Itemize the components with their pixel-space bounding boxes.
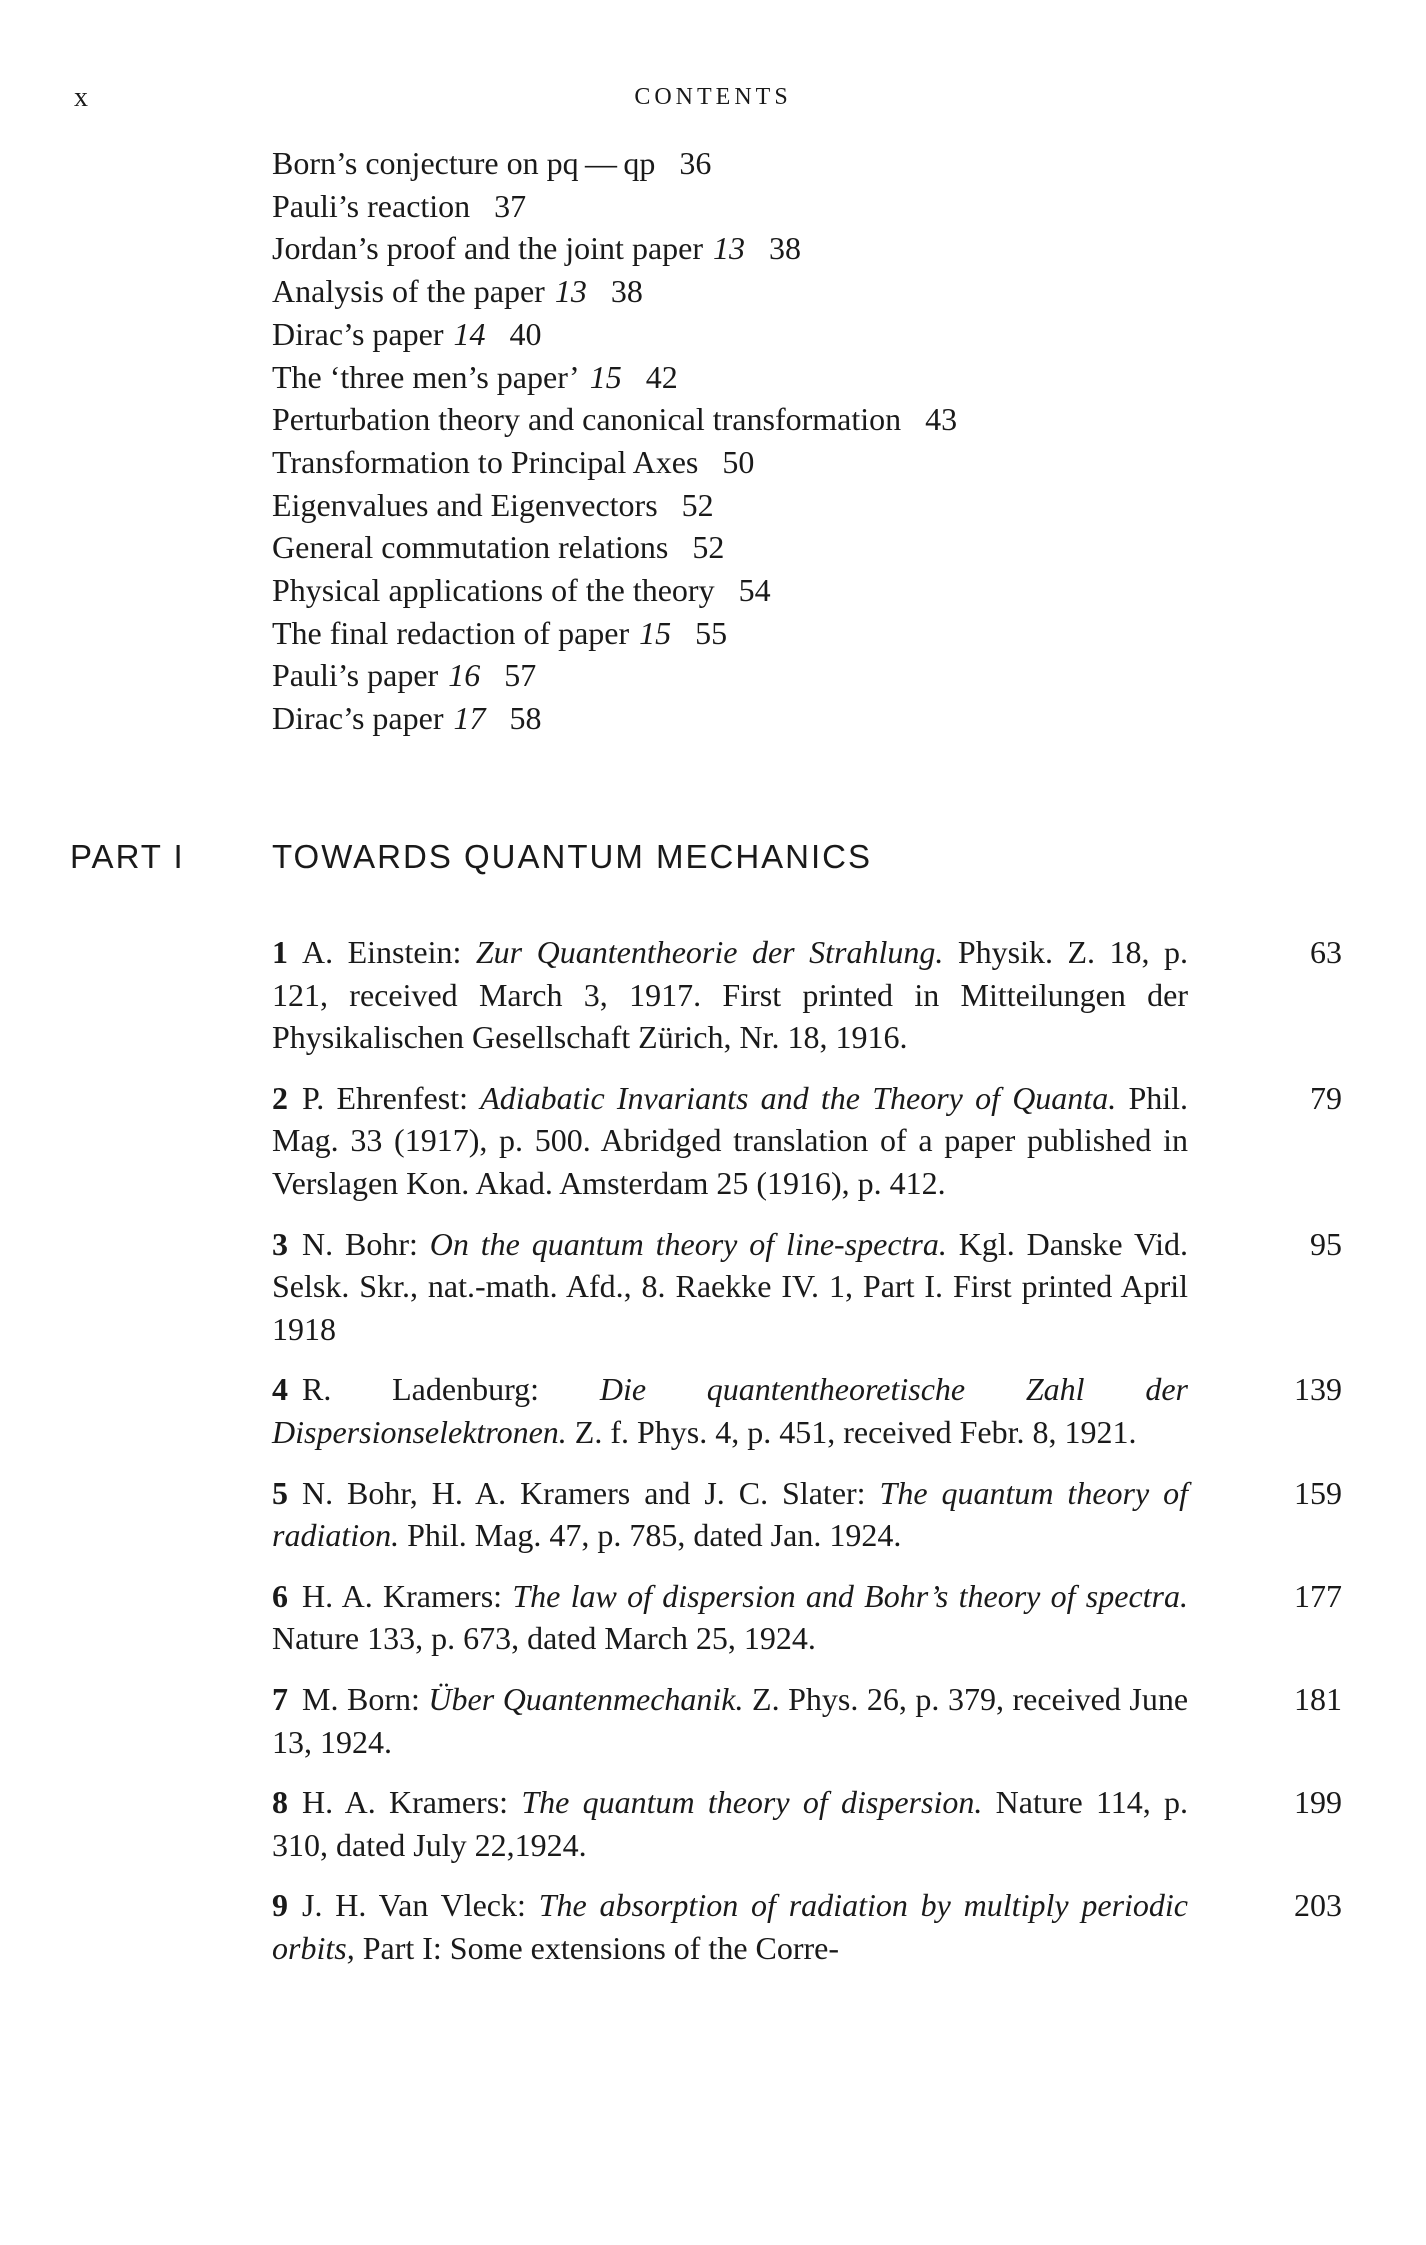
entry-title: The quantum theory of radiation. <box>272 1474 1189 1554</box>
paper-entry <box>272 1884 1342 1969</box>
entry-author: A. Einstein: <box>302 934 462 970</box>
toc-line <box>272 697 957 740</box>
running-title: CONTENTS <box>634 84 792 110</box>
entry-number: 9 <box>272 1887 288 1924</box>
paper-entry <box>272 1077 1342 1205</box>
toc-line <box>272 356 957 399</box>
toc-line-paper-ref: 14 <box>453 315 486 352</box>
entry-details: Z. f. Phys. 4, p. 451, received Febr. 8, 1921. <box>574 1413 1137 1450</box>
toc-line-page: 37 <box>494 187 527 224</box>
entry-text <box>272 1884 1188 1969</box>
entry-text <box>272 1223 1188 1351</box>
entry-title: The absorption of radiation by multiply periodic orbits, <box>272 1887 1189 1966</box>
toc-line-paper-ref: 13 <box>554 273 587 310</box>
toc-line <box>272 526 957 569</box>
entry-details: Nature 114, p. 310, dated July 22,1924. <box>272 1784 1189 1863</box>
entry-page: 95 <box>1310 1225 1342 1262</box>
toc-line <box>272 441 957 484</box>
entry-title: The law of dispersion and Bohr’s theory of spectra. <box>512 1577 1189 1614</box>
entry-author: M. Born: <box>302 1680 420 1717</box>
toc-line-text: Analysis of the paper <box>272 273 545 310</box>
entry-text <box>272 1781 1188 1866</box>
entry-author: H. A. Kramers: <box>302 1577 503 1614</box>
toc-line-text: Transformation to Principal Axes <box>272 443 699 480</box>
toc-line-paper-ref: 13 <box>713 230 745 267</box>
toc-line-text: Perturbation theory and canonical transformation <box>272 401 902 438</box>
entry-details: Phil. Mag. 33 (1917), p. 500. Abridged translation of a paper published in Verslagen Kon. Akad. Amsterdam 25 (1916), p. 412. <box>272 1079 1189 1201</box>
paper-entry <box>272 1781 1342 1866</box>
paper-entry <box>272 1223 1342 1351</box>
toc-line-page: 38 <box>769 230 801 267</box>
entry-details: Nature 133, p. 673, dated March 25, 1924. <box>272 1620 816 1657</box>
entry-page: 79 <box>1310 1079 1342 1116</box>
entry-text <box>272 1472 1188 1557</box>
entry-number: 6 <box>272 1577 288 1614</box>
entry-author: J. H. Van Vleck: <box>302 1887 526 1924</box>
paper-entry <box>272 1678 1342 1763</box>
entry-number: 1 <box>272 934 288 970</box>
toc-line-text: Jordan’s proof and the joint paper <box>272 230 703 267</box>
paper-entry <box>272 1575 1342 1660</box>
entry-page: 63 <box>1310 934 1342 970</box>
entry-page: 199 <box>1294 1784 1342 1821</box>
entry-title: On the quantum theory of line-spectra. <box>429 1225 947 1262</box>
toc-line-page: 54 <box>738 572 771 609</box>
toc-line <box>272 270 957 313</box>
entry-title: Zur Quantentheorie der Strahlung. <box>475 934 944 970</box>
entry-text <box>272 931 1188 1059</box>
toc-line <box>272 612 957 655</box>
entry-details: Phil. Mag. 47, p. 785, dated Jan. 1924. <box>407 1517 902 1554</box>
toc-subsection-list <box>272 142 957 740</box>
entry-number: 8 <box>272 1784 288 1821</box>
toc-line-text: Dirac’s paper <box>272 700 444 737</box>
toc-line-paper-ref: 16 <box>448 657 481 694</box>
toc-line-text: General commutation relations <box>272 529 669 566</box>
toc-line-page: 40 <box>509 315 542 352</box>
toc-line-page: 57 <box>504 657 537 694</box>
paper-entry <box>272 1472 1342 1557</box>
entry-author: N. Bohr, H. A. Kramers and J. C. Slater: <box>302 1474 866 1511</box>
toc-line-page: 38 <box>610 273 643 310</box>
entry-text <box>272 1077 1188 1205</box>
part-title: TOWARDS QUANTUM MECHANICS <box>272 838 873 875</box>
part-label: PART I <box>70 838 185 875</box>
toc-line-page: 50 <box>722 443 755 480</box>
toc-line-text: Pauli’s paper <box>272 657 439 694</box>
entry-page: 181 <box>1294 1680 1342 1717</box>
paper-entry <box>272 1368 1342 1453</box>
entry-title: Die quantentheoretische Zahl der Dispersionselektronen. <box>272 1371 1189 1450</box>
entry-number: 2 <box>272 1079 288 1116</box>
toc-line-page: 52 <box>681 486 714 523</box>
toc-line-page: 55 <box>695 614 728 651</box>
entry-number: 4 <box>272 1371 288 1408</box>
toc-line-page: 52 <box>692 529 725 566</box>
toc-line-page: 58 <box>509 700 542 737</box>
toc-line-page: 42 <box>645 358 678 395</box>
toc-line <box>272 142 957 185</box>
toc-line-text: Pauli’s reaction <box>272 187 471 224</box>
toc-line <box>272 569 957 612</box>
toc-line <box>272 185 957 228</box>
toc-line-page: 43 <box>925 401 958 438</box>
toc-line <box>272 313 957 356</box>
toc-line-text: The final redaction of paper <box>272 614 630 651</box>
entry-author: P. Ehrenfest: <box>302 1079 468 1116</box>
entry-number: 3 <box>272 1225 288 1262</box>
entry-title: The quantum theory of dispersion. <box>521 1784 983 1821</box>
entry-details: Part I: Some extensions of the Corre- <box>362 1929 840 1966</box>
entry-author: R. Ladenburg: <box>302 1371 540 1408</box>
entry-page: 203 <box>1294 1887 1342 1924</box>
toc-line <box>272 227 957 270</box>
entry-author: N. Bohr: <box>302 1225 418 1262</box>
entry-title: Adiabatic Invariants and the Theory of Quanta. <box>480 1079 1117 1116</box>
page-number: x <box>74 82 89 113</box>
toc-line-text: Born’s conjecture on pq — qp <box>272 145 656 181</box>
toc-line-paper-ref: 17 <box>453 700 486 737</box>
entry-title: Über Quantenmechanik. <box>428 1680 744 1717</box>
entry-details: Physik. Z. 18, p. 121, received March 3, 1917. First printed in Mitteilungen der Physikalischen Gesellschaft Zürich, Nr. 18, 1916. <box>272 934 1189 1056</box>
toc-line-text: Eigenvalues and Eigenvectors <box>272 486 658 523</box>
toc-line-text: Physical applications of the theory <box>272 572 715 609</box>
entry-page: 159 <box>1294 1474 1342 1511</box>
paper-entry <box>272 931 1342 1059</box>
entry-author: H. A. Kramers: <box>302 1784 509 1821</box>
entry-details: Kgl. Danske Vid. Selsk. Skr., nat.-math. Afd., 8. Raekke IV. 1, Part I. First printed April 1918 <box>272 1225 1189 1347</box>
toc-line <box>272 484 957 527</box>
toc-line-text: The ‘three men’s paper’ <box>272 358 580 395</box>
entry-number: 7 <box>272 1680 288 1717</box>
entry-text <box>272 1368 1188 1453</box>
entry-page: 177 <box>1294 1577 1342 1614</box>
entry-page: 139 <box>1294 1371 1342 1408</box>
toc-line <box>272 654 957 697</box>
entry-number: 5 <box>272 1474 288 1511</box>
paper-entries <box>272 931 1342 1987</box>
entry-details: Z. Phys. 26, p. 379, received June 13, 1924. <box>272 1680 1189 1760</box>
toc-line <box>272 398 957 441</box>
toc-line-paper-ref: 15 <box>639 614 672 651</box>
entry-text <box>272 1678 1188 1763</box>
toc-line-page: 36 <box>679 145 712 181</box>
toc-line-text: Dirac’s paper <box>272 315 444 352</box>
toc-line-paper-ref: 15 <box>589 358 622 395</box>
entry-text <box>272 1575 1188 1660</box>
